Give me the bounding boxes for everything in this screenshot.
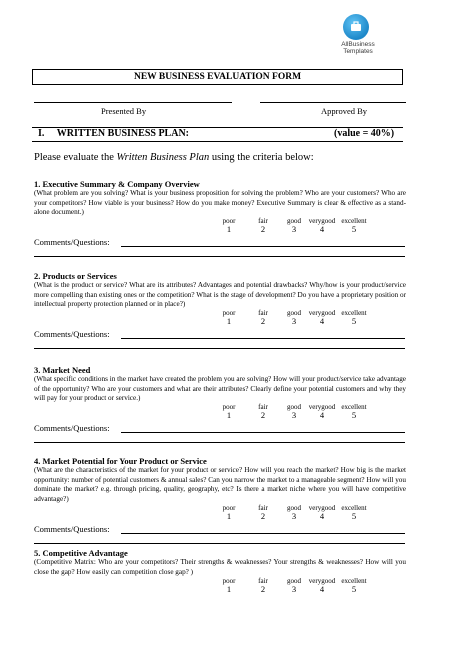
intro-emphasis: Written Business Plan: [116, 152, 210, 163]
criterion-description: (What problem are you solving? What is your business proposition for solving the problem? Who are your customers? Who are your competitors? How viable is your business? How do you make money? Executive Summary is clear & effective as a stand-alone document.): [34, 189, 406, 216]
criterion-title: 4. Market Potential for Your Product or Service: [34, 456, 207, 466]
rating-label: good: [287, 577, 301, 585]
logo-text: [328, 41, 388, 55]
rating-option-3[interactable]: 3: [291, 584, 297, 594]
comments-label: Comments/Questions:: [34, 237, 110, 247]
rating-label: poor: [222, 217, 236, 225]
intro-before: Please evaluate the: [34, 152, 117, 163]
rating-option-3[interactable]: 3: [291, 224, 297, 234]
section-number: I.: [38, 128, 45, 139]
comments-input-line[interactable]: [121, 338, 405, 339]
criterion-title: 2. Products or Services: [34, 271, 117, 281]
comments-input-line[interactable]: [121, 432, 405, 433]
logo-brand: AllBusiness: [341, 41, 375, 48]
rating-label: good: [287, 403, 301, 411]
comments-label: Comments/Questions:: [34, 423, 110, 433]
rating-option-2[interactable]: 2: [260, 511, 266, 521]
rating-label: excellent: [341, 403, 367, 411]
rating-option-5[interactable]: 5: [351, 224, 357, 234]
section-name: WRITTEN BUSINESS PLAN:: [56, 128, 189, 139]
section-value: (value = 40%): [334, 128, 395, 139]
comments-input-line-2[interactable]: [34, 348, 405, 349]
logo-sub: Templates: [343, 48, 373, 55]
rating-label: excellent: [341, 217, 367, 225]
presented-by-label: Presented By: [101, 106, 147, 116]
rating-option-2[interactable]: 2: [260, 410, 266, 420]
rating-option-1[interactable]: 1: [226, 316, 232, 326]
comments-label: Comments/Questions:: [34, 524, 110, 534]
approved-by-label: Approved By: [321, 106, 368, 116]
criterion-title: 5. Competitive Advantage: [34, 548, 128, 558]
rating-label: fair: [258, 309, 268, 317]
rating-label: good: [287, 217, 301, 225]
rating-option-4[interactable]: 4: [319, 410, 325, 420]
criterion-description: (What is the product or service? What are its attributes? Advantages and potential drawbacks? Why/how is your product/service more compelling than existing ones or the competition? What is the stage of development? Do you have a proprietary position or intellectual property protection planned or in place?): [34, 281, 406, 308]
rating-option-4[interactable]: 4: [319, 316, 325, 326]
rating-option-4[interactable]: 4: [319, 511, 325, 521]
rating-option-1[interactable]: 1: [226, 410, 232, 420]
rating-option-2[interactable]: 2: [260, 224, 266, 234]
rating-option-5[interactable]: 5: [351, 316, 357, 326]
rating-label: verygood: [308, 577, 336, 585]
rating-label: poor: [222, 403, 236, 411]
rating-option-1[interactable]: 1: [226, 224, 232, 234]
form-title: NEW BUSINESS EVALUATION FORM: [32, 69, 403, 85]
comments-input-line-2[interactable]: [34, 543, 405, 544]
rating-label: poor: [222, 504, 236, 512]
rating-option-4[interactable]: 4: [319, 224, 325, 234]
rating-option-3[interactable]: 3: [291, 316, 297, 326]
rating-label: poor: [222, 577, 236, 585]
rating-option-5[interactable]: 5: [351, 410, 357, 420]
rating-option-3[interactable]: 3: [291, 410, 297, 420]
intro-text: [34, 152, 314, 163]
intro-after: using the criteria below:: [209, 152, 314, 163]
rating-option-3[interactable]: 3: [291, 511, 297, 521]
rating-label: good: [287, 504, 301, 512]
comments-input-line[interactable]: [121, 533, 405, 534]
rating-label: fair: [258, 504, 268, 512]
criterion-description: (What are the characteristics of the market for your product or service? How will you reach the market? How big is the market opportunity: number of potential customers & annual sales? Can you narrow the market to a manageable segment? How will you dominate the market? e.g. through pricing, quality, geography, etc? Is there a market niche where you will have competitive advantage?): [34, 466, 406, 503]
rating-option-4[interactable]: 4: [319, 584, 325, 594]
criterion-title: 1. Executive Summary & Company Overview: [34, 179, 200, 189]
rating-label: verygood: [308, 309, 336, 317]
rating-option-5[interactable]: 5: [351, 584, 357, 594]
rating-option-2[interactable]: 2: [260, 316, 266, 326]
rating-option-1[interactable]: 1: [226, 584, 232, 594]
comments-input-line[interactable]: [121, 246, 405, 247]
comments-input-line-2[interactable]: [34, 256, 405, 257]
rating-label: excellent: [341, 504, 367, 512]
rating-label: fair: [258, 403, 268, 411]
rating-label: verygood: [308, 504, 336, 512]
presented-by-line[interactable]: [34, 102, 232, 103]
rating-label: fair: [258, 217, 268, 225]
allbusiness-logo-icon: [343, 14, 369, 40]
approved-by-line[interactable]: [260, 102, 406, 103]
comments-input-line-2[interactable]: [34, 442, 405, 443]
criterion-description: (What specific conditions in the market have created the problem you are solving? How will your product/service take advantage of the opportunity? Who are your customers and what are their attributes? Clearly define your potential customers and why they will pay for your product or service.): [34, 375, 406, 402]
rating-label: excellent: [341, 309, 367, 317]
section-title: [38, 128, 189, 139]
rating-option-1[interactable]: 1: [226, 511, 232, 521]
rating-label: excellent: [341, 577, 367, 585]
rating-label: poor: [222, 309, 236, 317]
criterion-description: (Competitive Matrix: Who are your competitors? Their strengths & weaknesses? Your strengths & weaknesses? How will you close the gap? How easily can competition close gap? ): [34, 558, 406, 576]
comments-label: Comments/Questions:: [34, 329, 110, 339]
rating-label: verygood: [308, 217, 336, 225]
rating-label: fair: [258, 577, 268, 585]
criterion-title: 3. Market Need: [34, 365, 91, 375]
rating-label: good: [287, 309, 301, 317]
rating-option-2[interactable]: 2: [260, 584, 266, 594]
rating-label: verygood: [308, 403, 336, 411]
rating-option-5[interactable]: 5: [351, 511, 357, 521]
